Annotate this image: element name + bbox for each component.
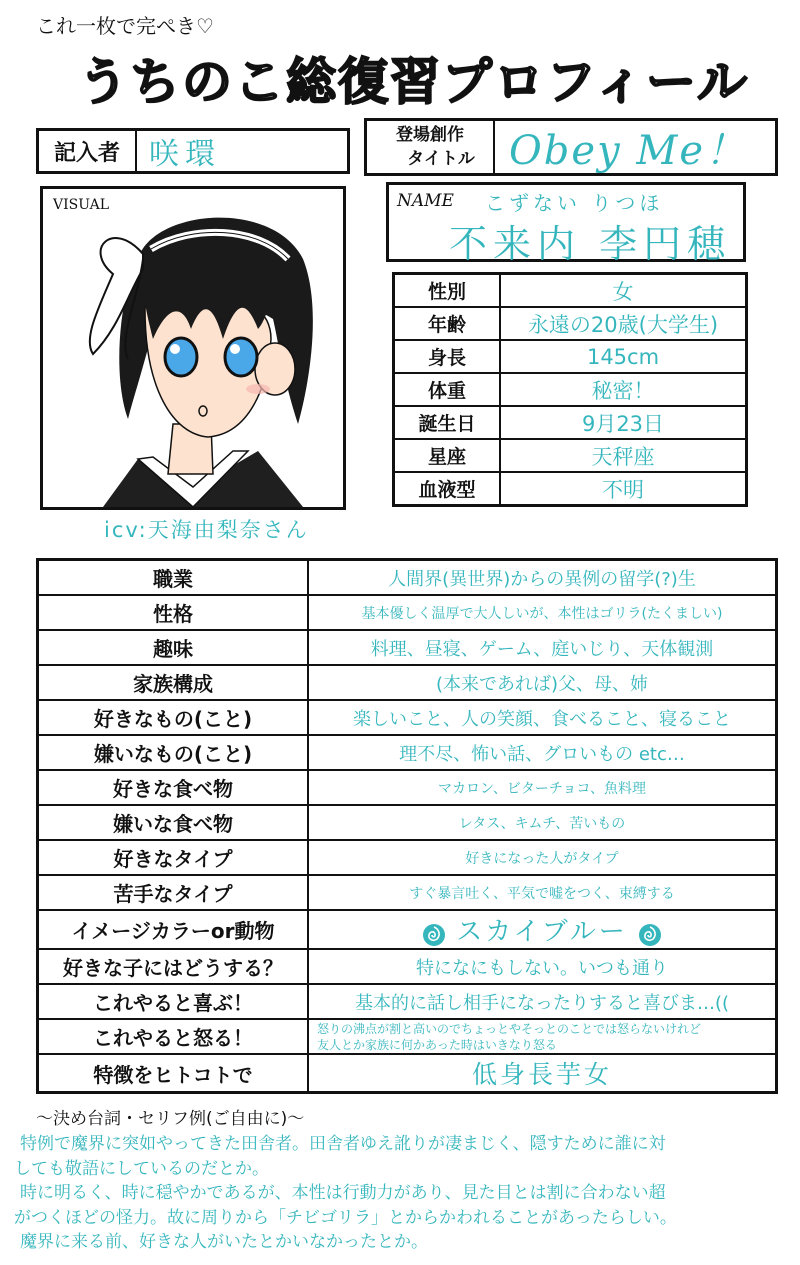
name-reading: こずない りつほ	[485, 191, 664, 215]
name-value: 不来内 李円穂	[449, 222, 732, 266]
quote-line: 特例で魔界に突如やってきた田舎者。田舎者ゆえ訛りが凄まじく、隠すために誰に対	[20, 1134, 666, 1154]
work-title-label	[367, 121, 495, 173]
detail-value-cell	[308, 735, 777, 770]
basic-info-row	[394, 307, 747, 340]
basic-info-value: 女	[500, 274, 747, 308]
detail-label: 好きなタイプ	[38, 840, 309, 875]
detail-value: 理不尽、怖い話、グロいもの etc…	[399, 743, 685, 765]
detail-value-cell	[308, 910, 777, 949]
detail-value-cell	[308, 770, 777, 805]
detail-value: (本来であれば)父、母、姉	[435, 673, 649, 695]
detail-row	[38, 984, 777, 1019]
detail-value-cell	[308, 595, 777, 630]
visual-panel	[40, 186, 346, 510]
basic-info-row	[394, 439, 747, 472]
detail-row	[38, 665, 777, 700]
detail-label: 嫌いな食べ物	[38, 805, 309, 840]
writer-field	[36, 128, 350, 174]
name-label: NAME	[397, 191, 454, 211]
basic-info-label: 星座	[394, 439, 501, 472]
detail-value: 基本的に話し相手になったりすると喜びま…((	[354, 992, 730, 1014]
detail-value-cell	[308, 984, 777, 1019]
basic-info-row	[394, 373, 747, 406]
detail-label: 好きな子にはどうする？	[38, 949, 309, 984]
basic-info-row	[394, 472, 747, 506]
basic-info-row	[394, 340, 747, 373]
basic-info-row	[394, 274, 747, 308]
detail-label: 好きなもの(こと)	[38, 700, 309, 735]
detail-value-cell	[308, 665, 777, 700]
detail-value-cell	[308, 875, 777, 910]
rose-icon	[638, 923, 662, 947]
detail-value: すぐ暴言吐く、平気で嘘をつく、束縛する	[409, 885, 675, 902]
icv-credit: icv:天海由梨奈さん	[104, 518, 309, 542]
basic-info-label: 性別	[394, 274, 501, 308]
quote-line: 時に明るく、時に穏やかであるが、本性は行動力があり、見た目とは割に合わない超	[20, 1183, 666, 1203]
detail-label: これやると怒る！	[38, 1019, 309, 1054]
basic-info-value: 145cm	[500, 340, 747, 373]
work-title-field	[364, 118, 778, 176]
basic-info-value: 秘密！	[500, 373, 747, 406]
detail-row	[38, 875, 777, 910]
detail-value: スカイブルー	[456, 917, 628, 947]
detail-label: 職業	[38, 560, 309, 596]
quote-line: しても敬語にしているのだとか。	[14, 1158, 269, 1179]
detail-value-line2: 友人とか家族に何かあった時はいきなり怒る	[317, 1037, 557, 1052]
quote-heading: 〜決め台詞・セリフ例(ご自由に)〜	[36, 1109, 305, 1129]
basic-info-label: 年齢	[394, 307, 501, 340]
detail-value: 基本優しく温厚で大人しいが、本性はゴリラ(たくましい)	[361, 605, 723, 622]
basic-info-value: 9月23日	[500, 406, 747, 439]
quote-body	[14, 1132, 790, 1255]
detail-row	[38, 840, 777, 875]
work-title-label-line2: タイトル	[407, 149, 475, 169]
detail-label: 好きな食べ物	[38, 770, 309, 805]
detail-value: 好きになった人がタイプ	[465, 850, 619, 867]
name-field	[386, 182, 746, 266]
detail-value-cell	[308, 560, 777, 596]
basic-info-value: 不明	[500, 472, 747, 506]
detail-value: レタス、キムチ、苦いもの	[458, 815, 626, 832]
detail-label: 性格	[38, 595, 309, 630]
detail-value-cell	[308, 700, 777, 735]
detail-label: 家族構成	[38, 665, 309, 700]
basic-info-table	[392, 272, 748, 507]
detail-row	[38, 735, 777, 770]
detail-row	[38, 1019, 777, 1054]
detail-label: 特徴をヒトコトで	[38, 1054, 309, 1093]
detail-value: マカロン、ビターチョコ、魚料理	[438, 780, 646, 797]
writer-label: 記入者	[39, 131, 137, 171]
detail-value: 料理、昼寝、ゲーム、庭いじり、天体観測	[370, 638, 714, 660]
detail-label: イメージカラーor動物	[38, 910, 309, 949]
detail-label: 嫌いなもの(こと)	[38, 735, 309, 770]
basic-info-value: 天秤座	[500, 439, 747, 472]
character-portrait	[43, 189, 343, 507]
quote-line: 魔界に来る前、好きな人がいたとかいなかったとか。	[20, 1232, 428, 1252]
detail-value-cell	[308, 805, 777, 840]
basic-info-label: 体重	[394, 373, 501, 406]
basic-info-label: 血液型	[394, 472, 501, 506]
detail-label: 趣味	[38, 630, 309, 665]
detail-row	[38, 630, 777, 665]
work-title-label-line1: 登場創作	[395, 125, 464, 145]
detail-value-cell	[308, 1054, 777, 1093]
detail-row	[38, 700, 777, 735]
detail-value-cell	[308, 840, 777, 875]
page-title: うちのこ総復習プロフィール	[78, 53, 749, 111]
quote-line: がつくほどの怪力。故に周りから「チビゴリラ」とからかわれることがあったらしい。	[14, 1207, 677, 1228]
work-title-value: Obey Me！	[509, 127, 748, 174]
basic-info-label: 誕生日	[394, 406, 501, 439]
detail-row	[38, 770, 777, 805]
basic-info-label: 身長	[394, 340, 501, 373]
detail-value: 低身長芋女	[471, 1060, 612, 1089]
basic-info-row	[394, 406, 747, 439]
detail-value-cell	[308, 949, 777, 984]
tagline: これ一枚で完ぺき♡	[36, 14, 214, 38]
detail-value: 怒りの沸点が割と高いのでちょっとやそっとのことでは怒らないけれど	[317, 1021, 702, 1036]
detail-row	[38, 560, 777, 596]
detail-row	[38, 910, 777, 949]
detail-row	[38, 1054, 777, 1093]
detail-value: 人間界(異世界)からの異例の留学(?)生	[388, 568, 696, 590]
detail-row	[38, 805, 777, 840]
detail-value-cell	[308, 630, 777, 665]
detail-value: 特になにもしない。いつも通り	[416, 957, 668, 979]
basic-info-value: 永遠の20歳(大学生)	[500, 307, 747, 340]
detail-table	[36, 558, 778, 1094]
detail-value-cell	[308, 1019, 777, 1054]
detail-value: 楽しいこと、人の笑顔、食べること、寝ること	[353, 708, 731, 730]
detail-row	[38, 595, 777, 630]
detail-label: 苦手なタイプ	[38, 875, 309, 910]
visual-label: VISUAL	[53, 197, 110, 213]
rose-icon	[422, 923, 446, 947]
detail-row	[38, 949, 777, 984]
detail-label: これやると喜ぶ！	[38, 984, 309, 1019]
writer-value: 咲環	[149, 137, 221, 172]
